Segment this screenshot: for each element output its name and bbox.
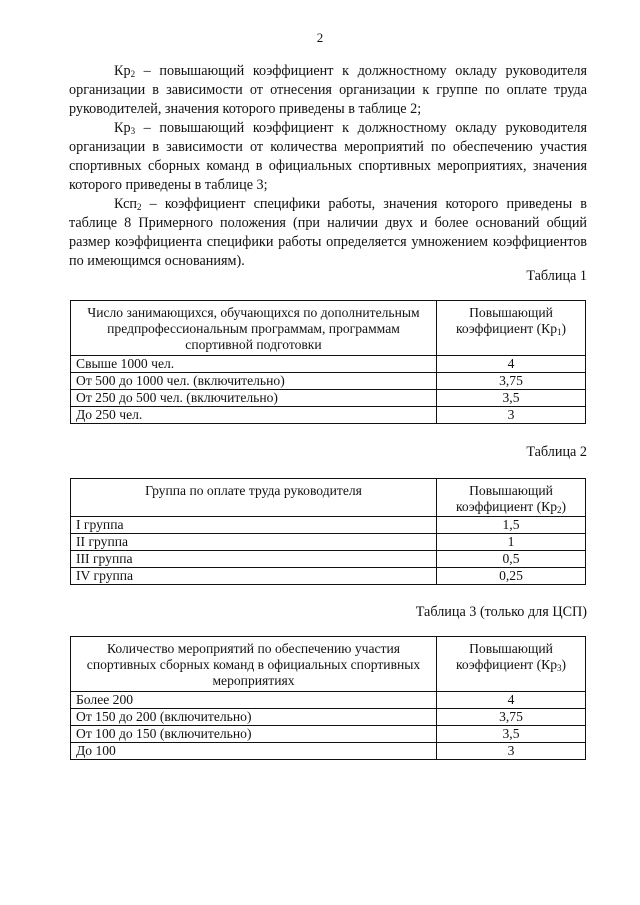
table-row: III группа 0,5 — [71, 551, 586, 568]
table-row: От 150 до 200 (включительно) 3,75 — [71, 709, 586, 726]
page-number: 2 — [316, 30, 324, 45]
table2-header-left: Группа по оплате труда руководителя — [71, 479, 437, 517]
table-row: До 250 чел. 3 — [71, 407, 586, 424]
table-row: I группа 1,5 — [71, 517, 586, 534]
paragraph-ksp2: Ксп$_2$ – коэффициент специфики работы, значения которого приведены в таблице 8 Примерного положения (при наличии двух и более оснований общий размер коэффициента специфики работы определяется умножением коэффициентов по имеющимся основаниям). — [69, 196, 587, 269]
table2 — [70, 478, 586, 585]
table1-header-left: Число занимающихся, обучающихся по дополнительным предпрофессиональным программам, программам спортивной подготовки — [71, 301, 437, 356]
table-row: Свыше 1000 чел. 4 — [71, 356, 586, 373]
table-row: От 100 до 150 (включительно) 3,5 — [71, 726, 586, 743]
table-row: От 500 до 1000 чел. (включительно) 3,75 — [71, 373, 586, 390]
table1-caption: Таблица 1 — [526, 268, 587, 284]
table2-caption: Таблица 2 — [526, 444, 587, 460]
table2-header-right: Повышающий коэффициент $(Кр_2)$ — [437, 479, 586, 517]
table1-header-right: Повышающий коэффициент $(Кр_1)$ — [437, 301, 586, 356]
body-text — [69, 62, 587, 271]
table-row: IV группа 0,25 — [71, 568, 586, 585]
table3 — [70, 636, 586, 760]
table3-header-left: Количество мероприятий по обеспечению участия спортивных сборных команд в официальных спортивных мероприятиях — [71, 637, 437, 692]
paragraph-kr3: $Кр_3$ – повышающий коэффициент к должностному окладу руководителя организации в зависимости от количества мероприятий по обеспечению участия спортивных сборных команд в официальных спортивных мероприятиях, значения которого приведены в таблице 3; — [69, 120, 587, 193]
paragraph-kr2: $Кр_2$ – повышающий коэффициент к должностному окладу руководителя организации в зависимости от отнесения организации к группе по оплате труда руководителей, значения которого приведены в таблице 2; — [69, 63, 587, 117]
table3-header-right: Повышающий коэффициент $(Кр_3)$ — [437, 637, 586, 692]
table-row: II группа 1 — [71, 534, 586, 551]
table-row: От 250 до 500 чел. (включительно) 3,5 — [71, 390, 586, 407]
table1 — [70, 300, 586, 424]
table-row: Более 200 4 — [71, 692, 586, 709]
table3-caption: Таблица 3 (только для ЦСП) — [415, 604, 587, 620]
table-row: До 100 3 — [71, 743, 586, 760]
